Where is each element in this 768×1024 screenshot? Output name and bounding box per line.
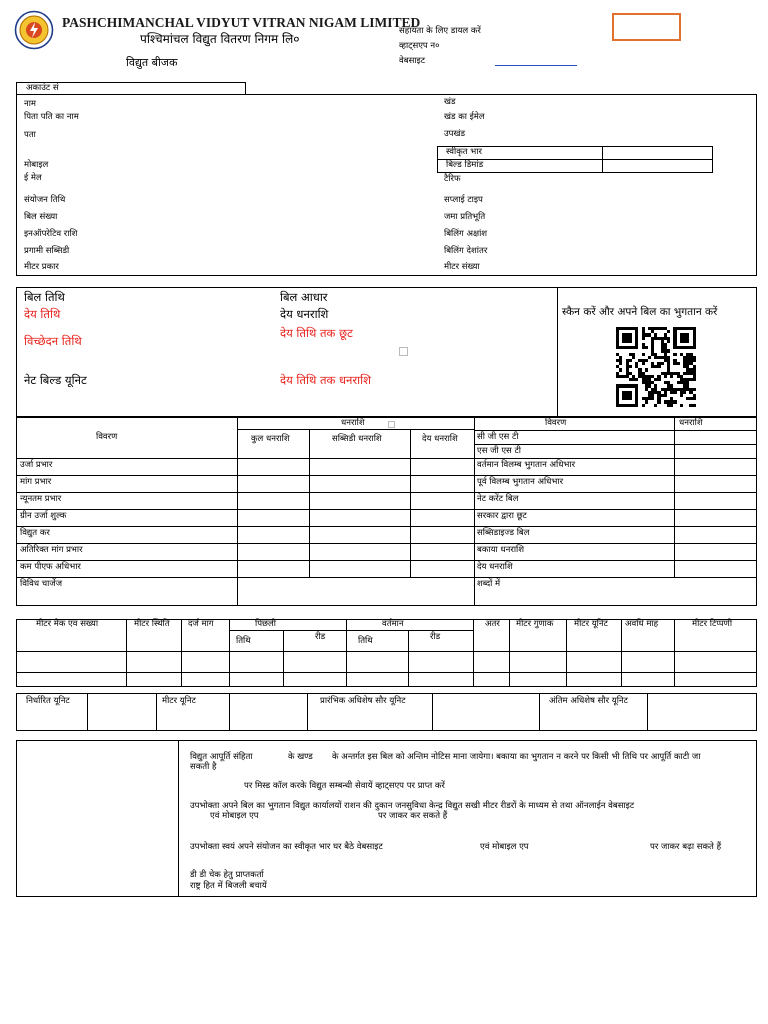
bill-basis-label: बिल आधार	[280, 290, 328, 304]
previous-date-header: तिथि	[236, 636, 251, 646]
father-husband-name-label: पिता पति का नाम	[24, 112, 79, 122]
mobile-label: मोबाइल	[24, 160, 49, 170]
net-billed-units-label: नेट बिल्ड यूनिट	[24, 373, 87, 387]
load-increase-mobile-app: एवं मोबाइल एप	[480, 842, 529, 852]
name-label: नाम	[24, 99, 37, 109]
assessed-units-label: निर्धारित यूनिट	[26, 696, 70, 706]
meter-status-header: मीटर स्थिति	[134, 619, 170, 629]
charges-amount-header: धनराशि	[341, 418, 365, 428]
opening-solar-units-label: प्रारंभिक अधिशेष सौर यूनिट	[320, 696, 406, 706]
energy-charge-label: उर्जा प्रभार	[20, 460, 53, 470]
inoperative-amount-label: इनऑपरेटिव राशि	[24, 229, 78, 239]
previous-late-surcharge-label: पूर्व विलम्ब भुगतान अधिभार	[477, 477, 564, 487]
current-read-header: रीड	[430, 632, 441, 642]
billing-longitude-label: बिलिंग देशांतर	[444, 246, 488, 256]
supply-code-notice-a: विद्युत आपूर्ति संहिता	[190, 752, 253, 762]
charges-details-header: विवरण	[96, 432, 118, 442]
missed-call-notice: पर मिस्ड कॉल करके विद्युत सम्बन्धी सेवायें व्हाट्सएप पर प्राप्त करें	[244, 781, 445, 791]
disconnection-date-label: विच्छेदन तिथि	[24, 334, 82, 348]
meter-units-label: मीटर यूनिट	[162, 696, 196, 706]
dd-cheque-payee-label: डी डी चेक हेतु प्राप्तकर्ता	[190, 870, 264, 880]
right-details-header: विवरण	[545, 418, 567, 428]
bill-number-label: बिल संख्या	[24, 212, 58, 222]
tariff-label: टैरिफ	[444, 174, 461, 184]
low-pf-surcharge-label: कम पीएफ अधिभार	[20, 562, 81, 572]
subsidy-amount-header: सब्सिडी धनराशि	[332, 434, 382, 444]
payable-amount-label: देय धनराशि	[477, 562, 513, 572]
difference-header: अंतर	[485, 619, 500, 629]
supply-code-notice-d: सकती है	[190, 762, 217, 772]
progressive-subsidy-label: प्रगामी सब्सिडी	[24, 246, 70, 256]
total-amount-header: कुल धनराशि	[251, 434, 290, 444]
website-label: वेबसाइट	[399, 56, 425, 66]
arrear-amount-label: बकाया धनराशि	[477, 545, 525, 555]
payment-channels-mobile-app: एवं मोबाइल एप	[210, 811, 259, 821]
load-increase-notice: उपभोक्ता स्वयं अपने संयोजन का स्वीकृत भार घर बैठे वेबसाइट	[190, 842, 383, 852]
accent-box	[612, 13, 681, 41]
billing-latitude-label: बिलिंग अक्षांश	[444, 229, 488, 239]
document-title: विद्युत बीजक	[126, 56, 178, 69]
demand-charge-label: मांग प्रभार	[20, 477, 52, 487]
period-months-header: अवधि माह	[625, 619, 659, 629]
previous-reading-header: पिछली	[255, 619, 276, 629]
meter-number-label: मीटर संख्या	[444, 262, 480, 272]
rebate-till-due-label: देय तिथि तक छूट	[280, 326, 353, 340]
scan-pay-label: स्कैन करें और अपने बिल का भुगतान करें	[562, 306, 718, 318]
due-amount-label: देय धनराशि	[280, 307, 329, 321]
current-late-surcharge-label: वर्तमान विलम्ब भुगतान अधिभार	[477, 460, 576, 470]
subdivision-label: उपखंड	[444, 129, 465, 139]
payment-channels-notice: उपभोक्ता अपने बिल का भुगतान विद्युत कार्यालयों राशन की दुकान जनसुविधा केन्द्र विद्युत सखी मीटर रीडरों के माध्यम से तथा ऑनलाईन वेबसाइट	[190, 801, 635, 811]
amount-till-due-label: देय तिथि तक धनराशि	[280, 373, 371, 387]
misc-charges-label: विविध चार्जेज	[20, 579, 62, 589]
company-name-en: PASHCHIMANCHAL VIDYUT VITRAN NIGAM LIMITED	[62, 15, 421, 30]
division-email-label: खंड का ईमेल	[444, 112, 485, 122]
due-date-label: देय तिथि	[24, 307, 61, 321]
excess-demand-charge-label: अतिरिक्त मांग प्रभार	[20, 545, 83, 555]
net-current-bill-label: नेट करेंट बिल	[477, 494, 519, 504]
current-date-header: तिथि	[358, 636, 373, 646]
company-logo	[14, 10, 54, 50]
supply-code-notice-b: के खण्ड	[288, 752, 313, 762]
sanctioned-load-label: स्वीकृत भार	[446, 147, 482, 157]
subsidized-bill-label: सब्सिडाइज्ड बिल	[477, 528, 530, 538]
minimum-charge-label: न्यूनतम प्रभार	[20, 494, 62, 504]
meter-multiplier-header: मीटर गुणांक	[516, 619, 554, 629]
consumer-details-box	[16, 94, 757, 276]
meter-make-number-header: मीटर मेक एवं संख्या	[36, 619, 99, 629]
account-number-label: अकाउंट सं	[26, 83, 59, 93]
email-label: ई मेल	[24, 173, 42, 183]
bill-date-label: बिल तिथि	[24, 290, 65, 304]
sgst-label: एस जी एस टी	[477, 446, 521, 456]
checkbox-icon[interactable]	[399, 347, 408, 356]
billed-demand-label: बिल्ड डिमांड	[446, 160, 484, 170]
supply-type-label: सप्लाई टाइप	[444, 195, 483, 205]
load-increase-end: पर जाकर बढ़ा सकते हैं	[650, 842, 722, 852]
website-link-line[interactable]	[495, 65, 577, 66]
cgst-label: सी जी एस टी	[477, 432, 519, 442]
qr-code-icon[interactable]	[616, 327, 696, 407]
company-name-hi: पश्चिमांचल विद्युत वितरण निगम लि०	[140, 32, 300, 46]
security-deposit-label: जमा प्रतिभूति	[444, 212, 486, 222]
recorded-demand-header: दर्ज मांग	[188, 619, 214, 629]
division-label: खंड	[444, 97, 456, 107]
meter-units-header: मीटर यूनिट	[574, 619, 608, 629]
previous-read-header: रीड	[315, 632, 326, 642]
meter-type-label: मीटर प्रकार	[24, 262, 59, 272]
checkbox-icon[interactable]	[388, 421, 395, 428]
closing-solar-units-label: अंतिम अधिशेष सौर यूनिट	[549, 696, 628, 706]
connection-date-label: संयोजन तिथि	[24, 195, 66, 205]
supply-code-notice-c: के अन्तर्गत इस बिल को अन्तिम नोटिस माना जायेगा। बकाया का भुगतान न करने पर किसी भी तिथि पर आपूर्ति काटी जा	[332, 752, 701, 762]
right-amount-header: धनराशि	[679, 418, 703, 428]
whatsapp-label: व्हाट्सएप न०	[399, 41, 440, 51]
address-label: पता	[24, 130, 36, 140]
meter-remark-header: मीटर टिप्पणी	[692, 619, 733, 629]
electricity-duty-label: विद्युत कर	[20, 528, 50, 538]
green-energy-fee-label: ग्रीन उर्जा शुल्क	[20, 511, 67, 521]
payment-channels-end: पर जाकर कर सकते हैं	[378, 811, 448, 821]
payable-amount-header: देय धनराशि	[422, 434, 458, 444]
govt-rebate-label: सरकार द्वारा छूट	[477, 511, 527, 521]
amount-in-words-label: शब्दों में	[477, 579, 501, 589]
current-reading-header: वर्तमान	[382, 619, 404, 629]
save-electricity-slogan: राष्ट्र हित में बिजली बचायें	[190, 881, 267, 891]
helpline-label: सहायता के लिए डायल करें	[399, 26, 481, 36]
